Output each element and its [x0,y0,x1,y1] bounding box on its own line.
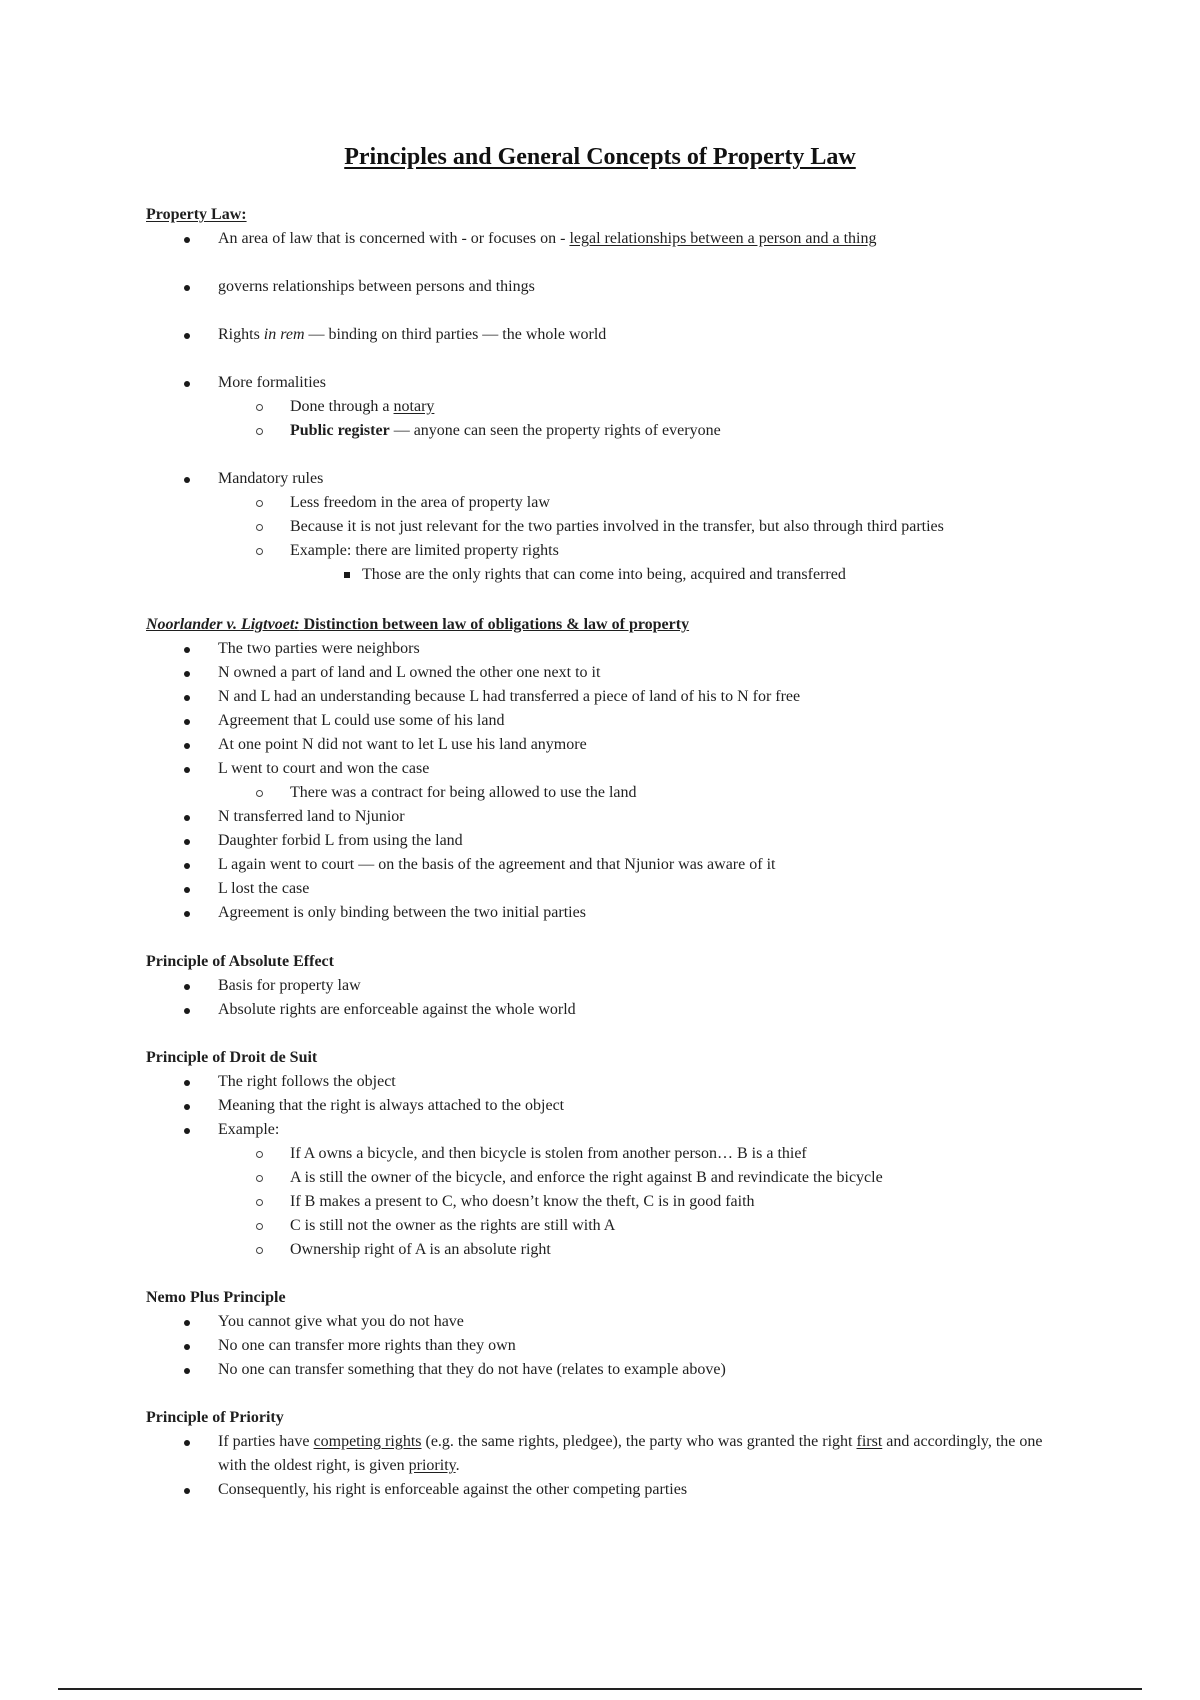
text: . [455,1457,460,1474]
list-item: N transferred land to Njunior [146,805,1066,829]
list-item [146,1430,1066,1478]
list-item [146,323,1066,347]
section-heading: Principle of Droit de Suit [146,1049,318,1066]
italic-text: in rem [263,326,305,343]
list-item: The right follows the object [146,1070,1066,1094]
bullet-list [146,1430,1066,1502]
list-item: L again went to court — on the basis of the agreement and that Njunior was aware of it [146,853,1066,877]
list-item: Basis for property law [146,974,1066,998]
list-item: Example: [146,1118,1066,1142]
bullet-list [146,637,1066,925]
sub-list-item: There was a contract for being allowed to use the land [146,781,1066,805]
bullet-list [146,974,1066,1022]
underlined-text: notary [393,398,435,415]
list-item: governs relationships between persons and things [146,275,1066,299]
section-heading: Principle of Priority [146,1409,284,1426]
sub-list-item [146,395,1066,419]
underlined-text: legal relationships between a person and a thing [569,230,877,247]
section-heading: Property Law: [146,206,247,223]
sub-list-item [146,419,1066,443]
sub-list-item: C is still not the owner as the rights are still with A [146,1214,1066,1238]
list-item: Mandatory rules [146,467,1066,491]
section-droit-de-suit [146,1046,1066,1262]
list-item: Agreement is only binding between the two initial parties [146,901,1066,925]
list-item: No one can transfer something that they do not have (relates to example above) [146,1358,1066,1382]
text: — binding on third parties — the whole world [304,326,607,343]
text: An area of law that is concerned with - or focuses on - [218,230,570,247]
section-heading [146,613,1066,637]
underlined-text: competing rights [313,1433,422,1450]
sub-list-item: Less freedom in the area of property law [146,491,1066,515]
sub-sub-list-item: Those are the only rights that can come into being, acquired and transferred [146,563,1066,587]
section-heading: Principle of Absolute Effect [146,953,334,970]
list-item: Meaning that the right is always attached to the object [146,1094,1066,1118]
list-item: Daughter forbid L from using the land [146,829,1066,853]
sub-list-item: Example: there are limited property rights [146,539,1066,563]
list-item: L lost the case [146,877,1066,901]
text: — anyone can seen the property rights of everyone [389,422,721,439]
bullet-list [146,1310,1066,1382]
page-bottom-rule [58,1688,1142,1690]
text: Done through a [290,398,394,415]
list-item: You cannot give what you do not have [146,1310,1066,1334]
list-item: L went to court and won the case [146,757,1066,781]
list-item: More formalities [146,371,1066,395]
list-item: Absolute rights are enforceable against the whole world [146,998,1066,1022]
list-item: Agreement that L could use some of his land [146,709,1066,733]
sub-list-item: Ownership right of A is an absolute right [146,1238,1066,1262]
underlined-text: priority [408,1457,456,1474]
bullet-list [146,227,1066,587]
list-item: The two parties were neighbors [146,637,1066,661]
section-priority [146,1406,1066,1502]
list-item: N and L had an understanding because L had transferred a piece of land of his to N for free [146,685,1066,709]
list-item [146,227,1066,251]
underlined-text: first [856,1433,883,1450]
sub-list-item: A is still the owner of the bicycle, and enforce the right against B and revindicate the bicycle [146,1166,1066,1190]
section-heading: Nemo Plus Principle [146,1289,286,1306]
bold-text: Public register [290,422,390,439]
sub-list-item: If B makes a present to C, who doesn’t know the theft, C is in good faith [146,1190,1066,1214]
list-item: No one can transfer more rights than they own [146,1334,1066,1358]
list-item: N owned a part of land and L owned the other one next to it [146,661,1066,685]
text: If parties have [218,1433,314,1450]
section-property-law [146,203,1066,587]
document-title: Principles and General Concepts of Property Law [344,144,856,170]
section-absolute-effect [146,950,1066,1022]
list-item: Consequently, his right is enforceable against the other competing parties [146,1478,1066,1502]
case-name: Noorlander v. Ligtvoet: [146,616,300,633]
section-noorlander-case [146,613,1066,925]
heading-text: Distinction between law of obligations & law of property [299,616,690,633]
bullet-list [146,1070,1066,1262]
sub-list-item: If A owns a bicycle, and then bicycle is stolen from another person… B is a thief [146,1142,1066,1166]
section-nemo-plus [146,1286,1066,1382]
text: and accordingly, the one with the oldest right, is given [218,1433,1043,1474]
sub-list-item: Because it is not just relevant for the two parties involved in the transfer, but also through third parties [146,515,1066,539]
list-item: At one point N did not want to let L use his land anymore [146,733,1066,757]
text: Rights [218,326,264,343]
text: (e.g. the same rights, pledgee), the party who was granted the right [421,1433,857,1450]
